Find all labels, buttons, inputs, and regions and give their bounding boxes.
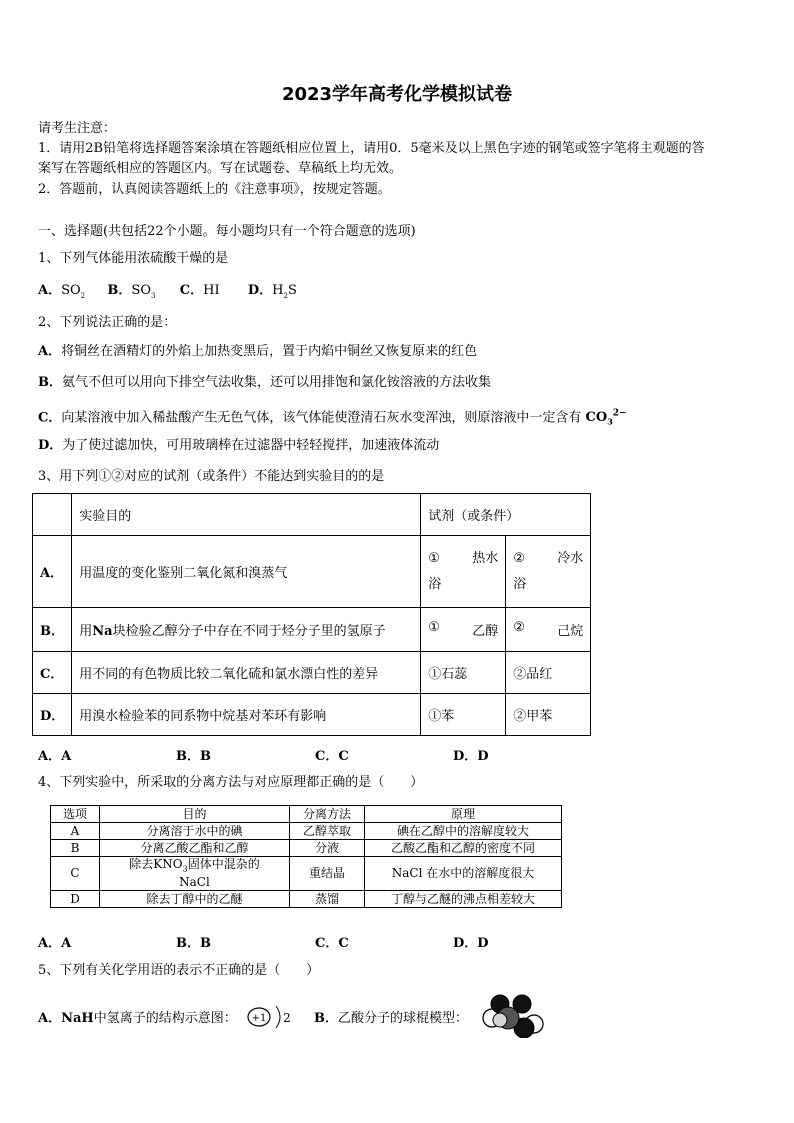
q3-header-reagent: 试剂（或条件） xyxy=(421,494,591,536)
notice-item-2: 2．答题前，认真阅读答题纸上的《注意事项》，按规定答题。 xyxy=(38,182,391,197)
q1-options xyxy=(38,282,297,305)
q3-answer-a[interactable]: A．A xyxy=(38,749,72,764)
q1-stem: 1、下列气体能用浓硫酸干燥的是 xyxy=(38,251,229,266)
q2-option-a[interactable]: A．将铜丝在酒精灯的外焰上加热变黑后，置于内焰中铜丝又恢复原来的红色 xyxy=(38,344,478,359)
q2-stem: 2、下列说法正确的是： xyxy=(38,315,177,330)
q1-option-a[interactable]: A．$SO_2$ xyxy=(38,283,86,300)
q1-option-b[interactable]: B．$SO_3$ xyxy=(107,283,156,300)
electron-count: 2 xyxy=(283,1011,291,1025)
q3-header-purpose: 实验目的 xyxy=(72,494,421,536)
q3-table: 实验目的 试剂（或条件） A． 用温度的变化鉴别二氧化氮和溴蒸气 ① 热水 浴 ② 冷水 浴 B． 用Na块检验乙醇分子中存在不同于烃分子里的氢原子 ① 乙醇 ② 己烷 C． 用不同的有色物质比较二氧化硫和氯水漂白性的差异 ①石蕊 ②品红 D． 用溴水检验苯的同系物中烷基对苯环有影响 ①苯 ②甲苯 xyxy=(32,493,591,736)
q2-option-c[interactable]: C．向某溶液中加入稀盐酸产生无色气体，该气体能使澄清石灰水变浑浊，则原溶液中一定含有 $CO_3^{2-}$ xyxy=(38,409,627,427)
q5-option-b[interactable]: B．乙酸分子的球棍模型： xyxy=(314,1011,469,1026)
q4-answer-c[interactable]: C．C xyxy=(315,936,349,951)
q3-row-purpose: 用温度的变化鉴别二氧化氮和溴蒸气 xyxy=(72,536,421,608)
hydride-ion-diagram xyxy=(244,1002,294,1032)
q2-option-b[interactable]: B．氨气不但可以用向下排空气法收集，还可以用排饱和氯化铵溶液的方法收集 xyxy=(38,375,492,390)
q3-row-label: A． xyxy=(33,536,72,608)
q4-table: 选项 目的 分离方法 原理 A 分离溶于水中的碘 乙醇萃取 碘在乙醇中的溶解度较大 B 分离乙酸乙酯和乙醇 分液 乙酸乙酯和乙醇的密度不同 C 除去$KNO_3$固体中混杂的 NaCl 重结晶 NaCl 在水中的溶解度很大 D 除去丁醇中的乙醚 蒸馏 丁醇与乙醚的沸点相差较大 xyxy=(50,805,562,908)
q3-row-label: B． xyxy=(33,608,72,652)
q4-answer-d[interactable]: D．D xyxy=(453,936,489,951)
notice-item-1b: 案写在答题纸相应的答题区内。写在试题卷、草稿纸上均无效。 xyxy=(38,161,403,176)
q4-answer-b[interactable]: B．B xyxy=(176,936,211,951)
q5-option-a[interactable]: A．NaH中氢离子的结构示意图： xyxy=(38,1011,237,1026)
q1-option-d[interactable]: D．$H_2S$ xyxy=(247,283,297,300)
q3-row-purpose: 用溴水检验苯的同系物中烷基对苯环有影响 xyxy=(72,694,421,736)
q3-answer-c[interactable]: C．C xyxy=(315,749,349,764)
q3-stem: 3、用下列①②对应的试剂（或条件）不能达到实验目的的是 xyxy=(38,469,385,484)
q4-answer-a[interactable]: A．A xyxy=(38,936,72,951)
q3-row-label: C． xyxy=(33,652,72,694)
q3-answer-d[interactable]: D．D xyxy=(453,749,489,764)
q3-row-purpose: 用不同的有色物质比较二氧化硫和氯水漂白性的差异 xyxy=(72,652,421,694)
page-title: 2023学年高考化学模拟试卷 xyxy=(281,84,513,105)
carbonate-formula: $CO_3^{2-}$ xyxy=(585,409,627,427)
section-heading: 一、选择题(共包括22个小题。每小题均只有一个符合题意的选项) xyxy=(38,224,416,239)
notice-heading: 请考生注意： xyxy=(38,121,117,136)
q1-option-c[interactable]: C．HI xyxy=(179,283,220,298)
q2-option-d[interactable]: D．为了使过滤加快，可用玻璃棒在过滤器中轻轻搅拌，加速液体流动 xyxy=(38,438,440,453)
q4-stem: 4、下列实验中，所采取的分离方法与对应原理都正确的是（ ） xyxy=(38,775,424,790)
nucleus-charge: +1 xyxy=(251,1013,267,1024)
notice-item-1a: 1．请用2B铅笔将选择题答案涂填在答题纸相应位置上，请用0．5毫米及以上黑色字迹的钢笔或签字笔将主观题的答 xyxy=(38,141,705,156)
q3-row-purpose: 用Na块检验乙醇分子中存在不同于烃分子里的氢原子 xyxy=(72,608,421,652)
acetic-acid-ball-stick-model xyxy=(478,990,546,1038)
q5-stem: 5、下列有关化学用语的表示不正确的是（ ） xyxy=(38,963,320,978)
q3-answer-b[interactable]: B．B xyxy=(176,749,211,764)
q3-row-label: D． xyxy=(33,694,72,736)
